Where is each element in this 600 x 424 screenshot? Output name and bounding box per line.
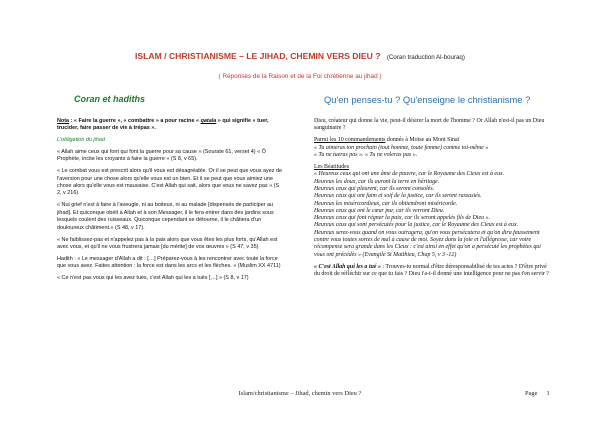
left-subheading: L'obligation du jihad (57, 137, 105, 144)
nota-post: » qui signifie « tuer, trucider, faire passer de vie à trépas ». (57, 118, 269, 132)
quote-paragraph: « Allah aime ceux qui font qui font la guerre pour sa cause » (Sourate 61, verset 4) « Ô Prophète, incite les croyants à faire la guerre » (S 8, v 65). (57, 148, 266, 163)
closing-paragraph (314, 264, 550, 279)
closing-quote: « C'est Allah qui les a tué » (314, 263, 381, 270)
beatitude-line: Heureux les doux, car ils auront la terre en héritage. (314, 178, 440, 185)
beatitude-line: Heureux les miséricordieux, car ils obtiendront miséricorde. (314, 200, 458, 207)
beatitudes-block (314, 164, 550, 259)
commandments-title-rest: donnés à Moïse au Mont Sinaï (385, 137, 460, 144)
beatitude-line: Heureux ceux qui ont le cœur pur, car ils verront Dieu. (314, 207, 445, 214)
page-label: Page (525, 390, 538, 397)
intro-paragraph: Dieu, créateur qui donne la vie, peut-il désirer la mort de l'homme ? Or Allah n'est-il pas un Dieu sanguinaire ? (314, 118, 545, 132)
page-number: 1 (546, 390, 550, 397)
footer-text: Islam/christianisme – Jihad, chemin vers Dieu ? (238, 390, 362, 397)
right-column (314, 118, 550, 283)
commandment-line: « Tu aimeras ton prochain (tout homme, toute femme) comme toi-même » (314, 144, 489, 151)
commandments-block (314, 137, 550, 159)
right-column-heading: Qu'en penses-tu ? Qu'enseigne le christianisme ? (324, 94, 531, 105)
beatitude-line: Heureux ceux qui sont persécutés pour la justice, car le Royaume des Cieux est à eux. (314, 222, 519, 229)
nota-paragraph (57, 118, 285, 133)
nota-label: Nota (57, 118, 70, 124)
page-subtitle: ( Réponses de la Raison et de la Foi chrétienne au jihad ) (218, 73, 382, 80)
quote-paragraph: « Ne faiblissez-pas et n'appelez pas à la paix alors que vous êtes les plus forts, qu'Allah est avec vous, et qu'il ne vous frustrera jamais [du mérite] de vos œuvres » (S 47, v 35) (57, 236, 278, 251)
beatitude-line: Heureux ceux qui pleurent, car ils seront consolés. (314, 185, 435, 192)
quote-paragraph: Hadith : « Le messager d'Allah a dit : […] Préparez-vous à les rencontrer avec toute la force que vous avez. Faites attention : la force est dans les arcs et les flèches. » (Muslim XX 4711) (57, 256, 281, 270)
commandments-title: Parmi les 10 commandements (314, 137, 386, 144)
title-note: (Coran traduction Al-bouraq) (386, 54, 465, 61)
nota-pre: : « Faire la guerre », « combattre » a pour racine « (69, 118, 201, 124)
quote-paragraph: « Le combat vous est prescrit alors qu'il vous est désagréable. Or il se peut que vous ayez de l'aversion pour une chose alors qu'elle vous est un bien. Et il se peut que vous aimiez une chose alors qu'elle vous est mauvaise. C'est Allah qui sait, alors que vous ne savez pas » (S 2, v 216) (57, 168, 283, 197)
left-column-heading: Coran et hadiths (74, 94, 146, 104)
quote-paragraph: « Nul grief n'est à faire à l'aveugle, ni au boiteux, ni au malade [dispensés de participer au jihad]. Et quiconque obéit à Allah et à son Messager, il le fera entrer dans des jardins sous lesquels coulent des ruisseaux. Quiconque cependant se détourne, il le châtiera d'un douloureux châtiment.» (S 48, v 17). (57, 202, 274, 231)
quote-paragraph: « Ce n'est pas vous qui les avez tués, c'est Allah qui les a tués […] » (S 8, v 17) (57, 275, 249, 282)
closing-rest: : Trouves-tu normal d'être déresponsabilisé de tes actes ? D'être privé du droit de réfléchir sur ce que tu fais ? Dieu t'a-t-il donné une intelligence pour ne pas t'en servir ? (314, 263, 549, 278)
commandment-line: « Tu ne tueras pas ». « Tu ne voleras pas ». (314, 151, 418, 158)
page-number-block (525, 390, 550, 397)
beatitudes-title: Les Béatitudes (314, 164, 350, 171)
beatitude-line: « Heureux ceux qui ont une âme de pauvre, car le Royaume des Cieux est à eux. (314, 171, 505, 178)
page-title (0, 51, 600, 61)
nota-word: qatala (200, 118, 217, 124)
beatitude-line: Heureux ceux qui ont faim et soif de la justice, car ils seront rassasiés. (314, 193, 482, 200)
title-text: ISLAM / CHRISTIANISME – LE JIHAD, CHEMIN VERS DIEU ? (135, 51, 381, 61)
beatitude-line: Heureux serez-vous quand on vous outragera, qu'on vous persécutera et qu'on dira faussement contre vous toutes sortes de mal à cause de moi. Soyez dans la joie et l'allégresse, car votre récompense sera grande dans les Cieux : c'est ainsi en effet qu'on a persécuté les prophètes qui vous ont précédés » (Evangile St Matthieu, Chap 5, v 3 -12) (314, 229, 541, 258)
beatitude-line: Heureux ceux qui font régner la paix, car ils seront appelés fils de Dieu ». (314, 215, 490, 222)
left-column (57, 118, 285, 287)
